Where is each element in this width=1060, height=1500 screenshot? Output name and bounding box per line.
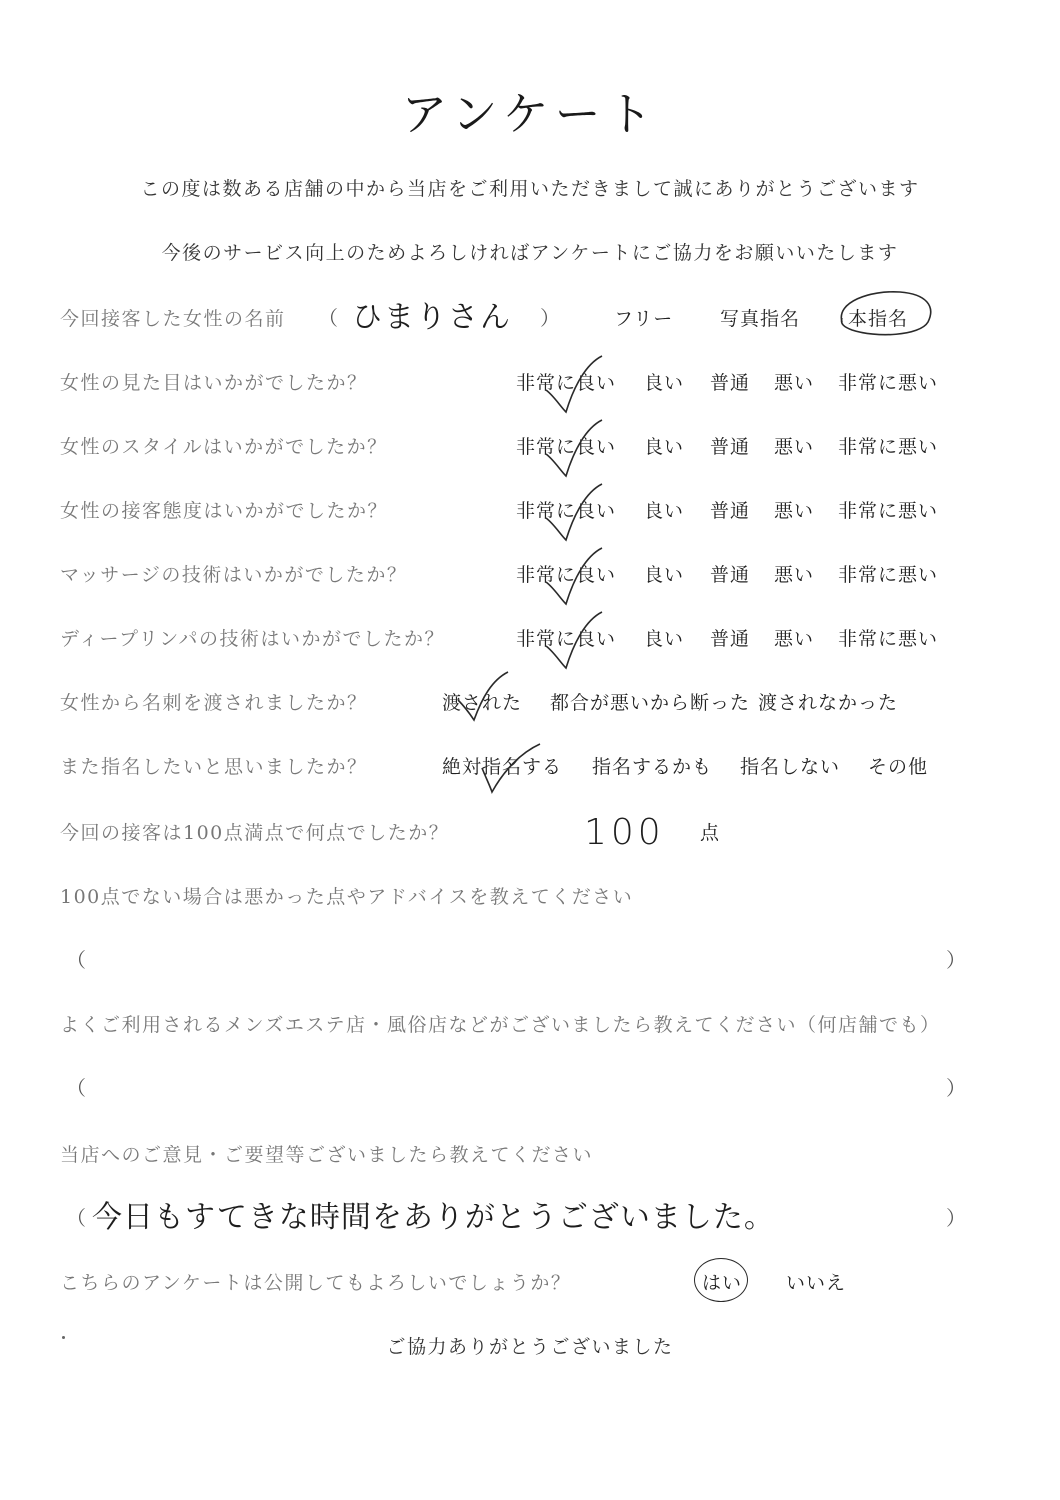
rating-question-attitude: 女性の接客態度はいかがでしたか？ (60, 500, 389, 522)
opinion-close-paren: ） (946, 1206, 966, 1230)
rating-question-looks: 女性の見た目はいかがでしたか？ (60, 372, 368, 394)
intro-line-2: 今後のサービス向上のためよろしければアンケートにご協力をお願いいたします (161, 242, 899, 264)
advice-question-label: 100点でない場合は悪かった点やアドバイスを教えてください (60, 886, 634, 908)
opinion-answer[interactable]: 今日もすてきな時間をありがとうございました。 (92, 1200, 775, 1235)
shops-close-paren: ） (946, 1076, 966, 1100)
repeat-option-other[interactable]: その他 (868, 756, 929, 778)
rating-option-good[interactable]: 良い (644, 564, 685, 586)
rating-question-style: 女性のスタイルはいかがでしたか？ (60, 436, 388, 458)
rating-option-good[interactable]: 良い (644, 372, 685, 394)
rating-question-lymph: ディープリンパの技術はいかがでしたか？ (60, 628, 445, 650)
repeat-option-definitely[interactable]: 絶対指名する (442, 756, 563, 778)
rating-option-very-good[interactable]: 非常に良い (516, 628, 617, 650)
survey-title: アンケート (401, 87, 659, 141)
opinion-open-paren: （ (66, 1206, 86, 1230)
rating-option-very-bad[interactable]: 非常に悪い (838, 372, 939, 394)
name-open-paren: （ (318, 306, 338, 330)
publish-option-no[interactable]: いいえ (786, 1272, 847, 1294)
score-question-label: 今回の接客は100点満点で何点でしたか？ (60, 822, 450, 844)
score-unit: 点 (700, 822, 721, 844)
rating-option-very-good[interactable]: 非常に良い (516, 500, 617, 522)
rating-option-good[interactable]: 良い (644, 436, 685, 458)
check-mark-icon (540, 542, 610, 612)
check-mark-icon (540, 414, 610, 484)
rating-option-normal[interactable]: 普通 (710, 564, 751, 586)
check-mark-icon (540, 606, 610, 676)
rating-option-good[interactable]: 良い (644, 500, 685, 522)
check-mark-icon (540, 350, 610, 420)
rating-option-very-bad[interactable]: 非常に悪い (838, 436, 939, 458)
rating-option-very-bad[interactable]: 非常に悪い (838, 628, 939, 650)
name-option-regular[interactable]: 本指名 (848, 308, 909, 330)
opinion-question-label: 当店へのご意見・ご要望等ございましたら教えてください (60, 1144, 594, 1166)
selected-circle-mark (830, 284, 940, 344)
rating-option-very-good[interactable]: 非常に良い (516, 372, 617, 394)
rating-option-bad[interactable]: 悪い (774, 564, 815, 586)
check-mark-icon (540, 478, 610, 548)
rating-option-bad[interactable]: 悪い (774, 372, 815, 394)
name-close-paren: ） (540, 306, 560, 330)
card-question-label: 女性から名刺を渡されましたか？ (60, 692, 368, 714)
publish-question-label: こちらのアンケートは公開してもよろしいでしょうか？ (60, 1272, 572, 1294)
repeat-question-label: また指名したいと思いましたか？ (60, 756, 368, 778)
rating-option-normal[interactable]: 普通 (710, 436, 751, 458)
name-question-label: 今回接客した女性の名前 (60, 308, 286, 330)
rating-question-massage: マッサージの技術はいかがでしたか？ (60, 564, 408, 586)
score-answer[interactable]: 100 (584, 812, 665, 853)
selected-circle-mark (694, 1258, 748, 1302)
rating-option-good[interactable]: 良い (644, 628, 685, 650)
advice-close-paren: ） (946, 948, 966, 972)
closing-message: ご協力ありがとうございました (386, 1336, 674, 1358)
rating-option-bad[interactable]: 悪い (774, 436, 815, 458)
card-option-not-received[interactable]: 渡されなかった (758, 692, 899, 714)
advice-open-paren: （ (66, 948, 86, 972)
publish-option-yes[interactable]: はい (702, 1272, 743, 1294)
card-option-received[interactable]: 渡された (442, 692, 523, 714)
check-mark-icon (454, 668, 514, 728)
name-option-free[interactable]: フリー (614, 308, 674, 330)
card-option-declined[interactable]: 都合が悪いから断った (550, 692, 751, 714)
rating-option-bad[interactable]: 悪い (774, 500, 815, 522)
rating-option-very-good[interactable]: 非常に良い (516, 564, 617, 586)
rating-option-normal[interactable]: 普通 (710, 500, 751, 522)
rating-option-very-bad[interactable]: 非常に悪い (838, 500, 939, 522)
rating-option-very-good[interactable]: 非常に良い (516, 436, 617, 458)
rating-option-normal[interactable]: 普通 (710, 372, 751, 394)
repeat-option-no[interactable]: 指名しない (740, 756, 841, 778)
shops-open-paren: （ (66, 1076, 86, 1100)
rating-option-very-bad[interactable]: 非常に悪い (838, 564, 939, 586)
name-answer[interactable]: ひまりさん (352, 300, 512, 335)
intro-line-1: この度は数ある店舗の中から当店をご利用いただきまして誠にありがとうございます (140, 178, 920, 200)
rating-option-normal[interactable]: 普通 (710, 628, 751, 650)
rating-option-bad[interactable]: 悪い (774, 628, 815, 650)
check-mark-icon (478, 738, 548, 798)
repeat-option-maybe[interactable]: 指名するかも (592, 756, 713, 778)
shops-question-label: よくご利用されるメンズエステ店・風俗店などがございましたら教えてください（何店舗でも） (60, 1014, 941, 1036)
name-option-photo[interactable]: 写真指名 (720, 308, 801, 330)
